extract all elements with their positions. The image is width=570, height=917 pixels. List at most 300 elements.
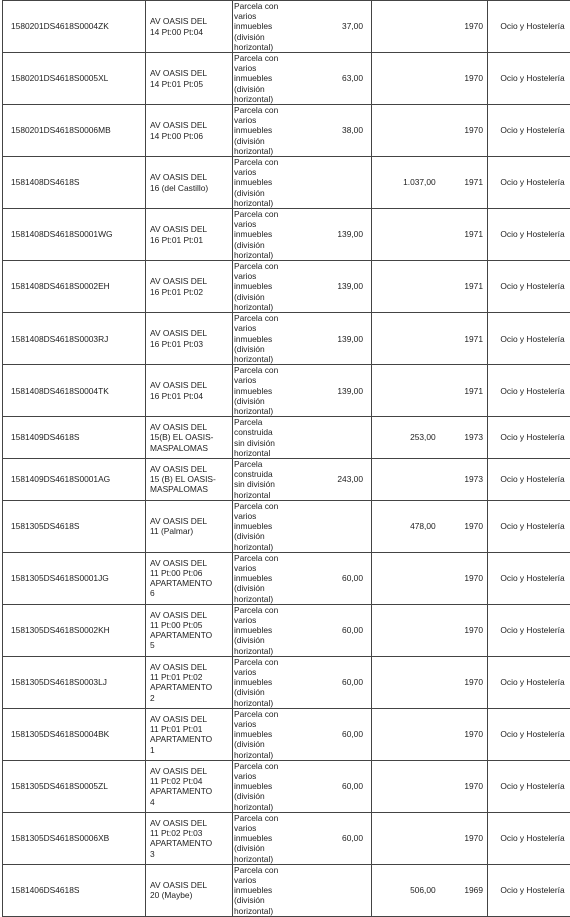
destination-use: Ocio y Hostelería: [500, 334, 564, 344]
address-line: AV OASIS DEL: [150, 766, 228, 776]
parcel-type-line: Parcela con: [234, 261, 288, 271]
parcel-type-cell: [233, 552, 372, 604]
parcel-type: [233, 157, 288, 208]
address: [146, 16, 228, 36]
built-surface: 60,00: [288, 729, 367, 739]
table-row: [3, 760, 570, 812]
address: [146, 328, 228, 348]
area-year-cell: [372, 864, 488, 916]
destination-use: Ocio y Hostelería: [500, 573, 564, 583]
address-line: 16 Pt:01 Pt:03: [150, 339, 228, 349]
parcel-type-line: horizontal): [234, 198, 288, 208]
construction-year: 1970: [436, 573, 487, 583]
parcel-type-line: Parcela con: [234, 605, 288, 615]
destination-cell: [488, 313, 570, 365]
parcel-type: [233, 53, 288, 104]
parcel-type-line: varios: [234, 375, 288, 385]
parcel-type-line: varios: [234, 63, 288, 73]
parcel-type: [233, 657, 288, 708]
destination-use: Ocio y Hostelería: [500, 229, 564, 239]
address-line: 11 Pt:00 Pt:06: [150, 568, 228, 578]
area-year-cell: [372, 656, 488, 708]
parcel-type-cell: [233, 313, 372, 365]
parcel-type: [233, 365, 288, 416]
parcel-type-line: Parcela con: [234, 53, 288, 63]
parcel-type-line: horizontal: [234, 490, 288, 500]
built-surface: 38,00: [288, 125, 367, 135]
area-year-cell: [372, 417, 488, 459]
address: [146, 662, 228, 703]
cadastral-reference-cell: [3, 604, 146, 656]
address-line: AV OASIS DEL: [150, 610, 228, 620]
construction-year: 1973: [436, 474, 487, 484]
destination-use: Ocio y Hostelería: [500, 125, 564, 135]
parcel-type-line: horizontal): [234, 906, 288, 916]
address-line: 16 Pt:01 Pt:01: [150, 235, 228, 245]
cadastral-reference-cell: [3, 365, 146, 417]
area-year-cell: [372, 458, 488, 500]
cadastral-reference: 1581305DS4618S0002KH: [11, 625, 110, 635]
address-line: AV OASIS DEL: [150, 880, 228, 890]
parcel-type-line: (división: [234, 396, 288, 406]
parcel-type-line: horizontal): [234, 542, 288, 552]
destination-use: Ocio y Hostelería: [500, 73, 564, 83]
parcel-type-line: horizontal): [234, 250, 288, 260]
parcel-type-line: inmuebles: [234, 21, 288, 31]
construction-year: 1971: [436, 229, 487, 239]
address-cell: [146, 604, 233, 656]
destination-use: Ocio y Hostelería: [500, 386, 564, 396]
area-year-cell: [372, 604, 488, 656]
parcel-type-line: (división: [234, 739, 288, 749]
address-line: APARTAMENTO: [150, 578, 228, 588]
address-line: 14 Pt:01 Pt:05: [150, 79, 228, 89]
cadastral-table: [2, 0, 570, 917]
parcel-type-line: horizontal): [234, 698, 288, 708]
address-line: AV OASIS DEL: [150, 172, 228, 182]
built-surface: 60,00: [288, 573, 367, 583]
destination-cell: [488, 209, 570, 261]
parcel-type-line: varios: [234, 271, 288, 281]
construction-year: 1970: [436, 781, 487, 791]
address: [146, 818, 228, 859]
parcel-type: [233, 459, 288, 500]
address-cell: [146, 313, 233, 365]
parcel-type-cell: [233, 604, 372, 656]
parcel-type-cell: [233, 458, 372, 500]
address-cell: [146, 365, 233, 417]
area-year-cell: [372, 157, 488, 209]
address-line: AV OASIS DEL: [150, 662, 228, 672]
cadastral-reference: 1581408DS4618S0001WG: [11, 229, 113, 239]
destination-use: Ocio y Hostelería: [500, 833, 564, 843]
address-line: 3: [150, 849, 228, 859]
destination-use: Ocio y Hostelería: [500, 21, 564, 31]
address-cell: [146, 458, 233, 500]
address-line: 16 Pt:01 Pt:04: [150, 391, 228, 401]
address: [146, 714, 228, 755]
parcel-type: [233, 105, 288, 156]
area-year-cell: [372, 105, 488, 157]
parcel-type-line: varios: [234, 511, 288, 521]
parcel-type-line: Parcela con: [234, 1, 288, 11]
parcel-type-line: varios: [234, 11, 288, 21]
cadastral-reference: 1581305DS4618S0001JG: [11, 573, 109, 583]
destination-cell: [488, 864, 570, 916]
address-line: APARTAMENTO: [150, 734, 228, 744]
built-surface: 60,00: [288, 625, 367, 635]
cadastral-reference-cell: [3, 458, 146, 500]
construction-year: 1970: [436, 21, 487, 31]
built-surface: 37,00: [288, 21, 367, 31]
parcel-type: [233, 553, 288, 604]
parcel-type-line: inmuebles: [234, 573, 288, 583]
parcel-type-cell: [233, 53, 372, 105]
plot-area: 506,00: [372, 885, 436, 895]
table-row: [3, 604, 570, 656]
parcel-type-line: Parcela con: [234, 761, 288, 771]
area-year-cell: [372, 261, 488, 313]
table-row: [3, 656, 570, 708]
cadastral-reference: 1581305DS4618S0004BK: [11, 729, 109, 739]
cadastral-reference-cell: [3, 1, 146, 53]
parcel-type: [233, 605, 288, 656]
address-cell: [146, 760, 233, 812]
parcel-type-line: (división: [234, 292, 288, 302]
construction-year: 1971: [436, 386, 487, 396]
parcel-type-line: (división: [234, 687, 288, 697]
destination-use: Ocio y Hostelería: [500, 281, 564, 291]
destination-cell: [488, 365, 570, 417]
address-line: 20 (Maybe): [150, 890, 228, 900]
parcel-type-cell: [233, 656, 372, 708]
parcel-type-line: (división: [234, 895, 288, 905]
destination-cell: [488, 708, 570, 760]
parcel-type-line: varios: [234, 323, 288, 333]
destination-cell: [488, 261, 570, 313]
parcel-type-line: varios: [234, 167, 288, 177]
parcel-type-line: varios: [234, 115, 288, 125]
address: [146, 766, 228, 807]
area-year-cell: [372, 1, 488, 53]
parcel-type-line: inmuebles: [234, 833, 288, 843]
built-surface: 60,00: [288, 781, 367, 791]
address-line: 11 Pt:01 Pt:02: [150, 672, 228, 682]
parcel-type-line: (división: [234, 635, 288, 645]
cadastral-reference: 1581305DS4618S0006XB: [11, 833, 109, 843]
address-line: 11 Pt:02 Pt:03: [150, 828, 228, 838]
parcel-type-line: (división: [234, 84, 288, 94]
parcel-type-line: sin división: [234, 438, 288, 448]
table-row: [3, 53, 570, 105]
parcel-type-line: Parcela con: [234, 501, 288, 511]
address-line: APARTAMENTO: [150, 786, 228, 796]
parcel-type: [233, 761, 288, 812]
table-row: [3, 365, 570, 417]
address-line: AV OASIS DEL: [150, 714, 228, 724]
address-line: AV OASIS DEL: [150, 328, 228, 338]
table-row: [3, 313, 570, 365]
address-cell: [146, 209, 233, 261]
address-cell: [146, 708, 233, 760]
table-body: [3, 1, 570, 917]
cadastral-reference: 1581408DS4618S0004TK: [11, 386, 109, 396]
parcel-type-line: inmuebles: [234, 386, 288, 396]
destination-cell: [488, 552, 570, 604]
cadastral-reference: 1580201DS4618S0005XL: [11, 73, 108, 83]
address: [146, 380, 228, 400]
construction-year: 1970: [436, 521, 487, 531]
built-surface: 63,00: [288, 73, 367, 83]
destination-use: Ocio y Hostelería: [500, 625, 564, 635]
address-line: AV OASIS DEL: [150, 380, 228, 390]
parcel-type: [233, 417, 288, 458]
parcel-type-line: Parcela: [234, 417, 288, 427]
parcel-type-line: (división: [234, 240, 288, 250]
parcel-type-cell: [233, 157, 372, 209]
table-row: [3, 209, 570, 261]
cadastral-reference-cell: [3, 812, 146, 864]
address-cell: [146, 417, 233, 459]
construction-year: 1971: [436, 281, 487, 291]
cadastral-reference: 1581408DS4618S: [11, 177, 79, 187]
parcel-type-line: (división: [234, 32, 288, 42]
table-row: [3, 552, 570, 604]
parcel-type-line: (división: [234, 531, 288, 541]
parcel-type-cell: [233, 365, 372, 417]
parcel-type-line: (división: [234, 344, 288, 354]
parcel-type: [233, 813, 288, 864]
address-line: MASPALOMAS: [150, 443, 228, 453]
parcel-type-line: (división: [234, 188, 288, 198]
table-row: [3, 500, 570, 552]
cadastral-reference: 1581406DS4618S: [11, 885, 79, 895]
address-line: AV OASIS DEL: [150, 276, 228, 286]
parcel-type-line: horizontal): [234, 94, 288, 104]
cadastral-reference-cell: [3, 53, 146, 105]
destination-cell: [488, 417, 570, 459]
address-line: APARTAMENTO: [150, 682, 228, 692]
address-line: AV OASIS DEL: [150, 68, 228, 78]
address-cell: [146, 552, 233, 604]
parcel-type-line: Parcela con: [234, 209, 288, 219]
address: [146, 68, 228, 88]
cadastral-reference: 1581409DS4618S0001AG: [11, 474, 110, 484]
area-year-cell: [372, 209, 488, 261]
construction-year: 1973: [436, 432, 487, 442]
table-row: [3, 105, 570, 157]
address-line: 15 (B) EL OASIS-: [150, 474, 228, 484]
parcel-type-line: Parcela con: [234, 865, 288, 875]
table-row: [3, 157, 570, 209]
address-line: AV OASIS DEL: [150, 516, 228, 526]
address: [146, 516, 228, 536]
construction-year: 1971: [436, 177, 487, 187]
cadastral-reference-cell: [3, 864, 146, 916]
built-surface: 139,00: [288, 281, 367, 291]
parcel-type-line: inmuebles: [234, 177, 288, 187]
parcel-type-line: inmuebles: [234, 334, 288, 344]
address-line: 14 Pt:00 Pt:04: [150, 27, 228, 37]
parcel-type-line: Parcela con: [234, 365, 288, 375]
parcel-type-cell: [233, 812, 372, 864]
parcel-type-line: sin división: [234, 479, 288, 489]
parcel-type-line: inmuebles: [234, 781, 288, 791]
parcel-type-cell: [233, 1, 372, 53]
cadastral-reference: 1581305DS4618S0005ZL: [11, 781, 108, 791]
parcel-type-line: horizontal): [234, 802, 288, 812]
parcel-type-line: horizontal): [234, 146, 288, 156]
area-year-cell: [372, 313, 488, 365]
parcel-type-line: (división: [234, 791, 288, 801]
cadastral-reference-cell: [3, 417, 146, 459]
address-cell: [146, 261, 233, 313]
area-year-cell: [372, 365, 488, 417]
parcel-type-line: horizontal): [234, 594, 288, 604]
parcel-type-line: (división: [234, 136, 288, 146]
address-line: 15(B) EL OASIS-: [150, 432, 228, 442]
cadastral-reference-cell: [3, 500, 146, 552]
parcel-type-line: Parcela: [234, 459, 288, 469]
parcel-type-line: varios: [234, 667, 288, 677]
construction-year: 1970: [436, 833, 487, 843]
cadastral-reference-cell: [3, 105, 146, 157]
plot-area: 253,00: [372, 432, 436, 442]
address-cell: [146, 864, 233, 916]
cadastral-reference-cell: [3, 656, 146, 708]
parcel-type: [233, 313, 288, 364]
parcel-type-line: (división: [234, 843, 288, 853]
parcel-type-line: varios: [234, 219, 288, 229]
destination-use: Ocio y Hostelería: [500, 677, 564, 687]
address-line: AV OASIS DEL: [150, 558, 228, 568]
cadastral-reference-cell: [3, 760, 146, 812]
parcel-type: [233, 1, 288, 52]
destination-use: Ocio y Hostelería: [500, 781, 564, 791]
address-cell: [146, 500, 233, 552]
construction-year: 1969: [436, 885, 487, 895]
destination-use: Ocio y Hostelería: [500, 432, 564, 442]
address-line: AV OASIS DEL: [150, 16, 228, 26]
cadastral-reference-cell: [3, 552, 146, 604]
table-row: [3, 812, 570, 864]
destination-cell: [488, 604, 570, 656]
table-row: [3, 458, 570, 500]
built-surface: 60,00: [288, 833, 367, 843]
address-line: 2: [150, 693, 228, 703]
parcel-type: [233, 865, 288, 916]
destination-use: Ocio y Hostelería: [500, 885, 564, 895]
cadastral-reference-cell: [3, 157, 146, 209]
address-line: AV OASIS DEL: [150, 818, 228, 828]
address-line: 11 Pt:00 Pt:05: [150, 620, 228, 630]
parcel-type: [233, 261, 288, 312]
destination-cell: [488, 1, 570, 53]
parcel-type-line: inmuebles: [234, 677, 288, 687]
parcel-type-line: horizontal): [234, 646, 288, 656]
destination-cell: [488, 656, 570, 708]
parcel-type-cell: [233, 760, 372, 812]
cadastral-reference: 1581305DS4618S0003LJ: [11, 677, 107, 687]
parcel-type-line: horizontal: [234, 448, 288, 458]
parcel-type-line: varios: [234, 615, 288, 625]
destination-use: Ocio y Hostelería: [500, 729, 564, 739]
parcel-type-line: inmuebles: [234, 521, 288, 531]
built-surface: 139,00: [288, 386, 367, 396]
parcel-type-line: (división: [234, 583, 288, 593]
parcel-type-line: inmuebles: [234, 229, 288, 239]
destination-cell: [488, 53, 570, 105]
address-line: APARTAMENTO: [150, 630, 228, 640]
parcel-type-line: Parcela con: [234, 657, 288, 667]
parcel-type-cell: [233, 417, 372, 459]
construction-year: 1971: [436, 334, 487, 344]
parcel-type-line: horizontal): [234, 750, 288, 760]
cadastral-reference: 1581305DS4618S: [11, 521, 79, 531]
parcel-type-cell: [233, 105, 372, 157]
address-cell: [146, 157, 233, 209]
address-line: AV OASIS DEL: [150, 422, 228, 432]
parcel-type-line: horizontal): [234, 302, 288, 312]
parcel-type-line: varios: [234, 875, 288, 885]
parcel-type-line: Parcela con: [234, 709, 288, 719]
built-surface: 243,00: [288, 474, 367, 484]
address-line: 11 (Palmar): [150, 526, 228, 536]
parcel-type-line: horizontal): [234, 42, 288, 52]
cadastral-reference-cell: [3, 313, 146, 365]
built-surface: 139,00: [288, 229, 367, 239]
address-line: AV OASIS DEL: [150, 464, 228, 474]
parcel-type-line: construida: [234, 469, 288, 479]
address: [146, 464, 228, 495]
parcel-type-line: inmuebles: [234, 281, 288, 291]
parcel-type-cell: [233, 500, 372, 552]
cadastral-reference: 1580201DS4618S0004ZK: [11, 21, 109, 31]
area-year-cell: [372, 812, 488, 864]
cadastral-reference: 1581408DS4618S0003RJ: [11, 334, 108, 344]
parcel-type: [233, 709, 288, 760]
destination-cell: [488, 458, 570, 500]
parcel-type-line: horizontal): [234, 406, 288, 416]
plot-area: 478,00: [372, 521, 436, 531]
address-cell: [146, 53, 233, 105]
cadastral-reference-cell: [3, 209, 146, 261]
address-line: 14 Pt:00 Pt:06: [150, 131, 228, 141]
parcel-type-line: varios: [234, 563, 288, 573]
address: [146, 120, 228, 140]
plot-area: 1.037,00: [372, 177, 436, 187]
address: [146, 224, 228, 244]
address: [146, 880, 228, 900]
address: [146, 422, 228, 453]
parcel-type-line: varios: [234, 719, 288, 729]
address-line: MASPALOMAS: [150, 484, 228, 494]
address-cell: [146, 656, 233, 708]
parcel-type-cell: [233, 209, 372, 261]
parcel-type-line: horizontal): [234, 854, 288, 864]
parcel-type-cell: [233, 261, 372, 313]
table-row: [3, 708, 570, 760]
address-line: 16 Pt:01 Pt:02: [150, 287, 228, 297]
destination-use: Ocio y Hostelería: [500, 521, 564, 531]
parcel-type: [233, 501, 288, 552]
area-year-cell: [372, 708, 488, 760]
parcel-type-line: inmuebles: [234, 125, 288, 135]
destination-cell: [488, 105, 570, 157]
destination-cell: [488, 500, 570, 552]
address-line: APARTAMENTO: [150, 838, 228, 848]
construction-year: 1970: [436, 677, 487, 687]
